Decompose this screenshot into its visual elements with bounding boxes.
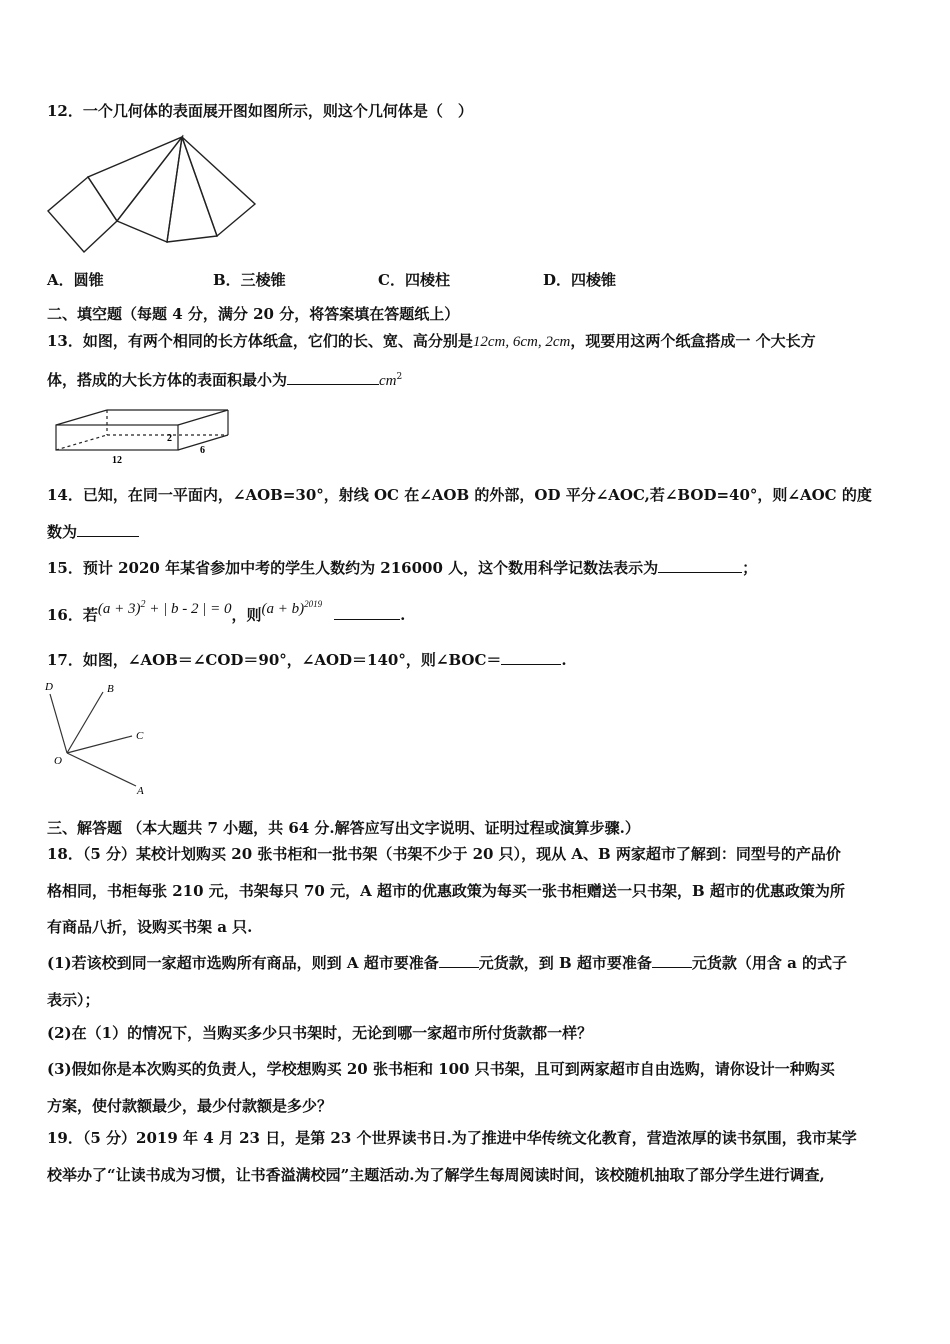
q15-line [47, 558, 757, 578]
q17-angle-figure [40, 678, 160, 796]
q18-p1-blank-b[interactable] [652, 953, 692, 968]
q13-label-length: 12 [112, 455, 122, 466]
q14-line2-text: 数为 [47, 523, 78, 541]
q18-part1 [47, 953, 847, 973]
q13-dims: 12cm, 6cm, 2cm [472, 334, 571, 350]
q12-stem: 12．一个几何体的表面展开图如图所示，则这个几何体是（ ） [47, 102, 473, 120]
q16-answer-blank[interactable] [334, 605, 400, 620]
q18-p1-c: 元货款（用含 a 的式子 [691, 954, 848, 972]
q14-line1: 14．已知，在同一平面内，∠AOB=30°，射线 OC 在∠AOB 的外部，OD 平分∠AOC,若∠BOD=40°，则∠AOC 的度 [47, 486, 872, 504]
q17-label-c: C [136, 730, 144, 742]
q16-expr2-base: (a + b) [261, 601, 305, 617]
q12-option-b: B．三棱锥 [213, 271, 286, 289]
q17-label-o: O [54, 755, 62, 767]
q18-part3-line1: (3)假如你是本次购买的负责人，学校想购买 20 张书柜和 100 只书架，且可到两家超市自由选购，请你设计一种购买 [47, 1060, 835, 1078]
q13-unit: cm [379, 373, 397, 389]
q16-expr1 [98, 601, 232, 617]
q13-answer-blank[interactable] [287, 370, 379, 385]
q16-prefix: 16．若 [47, 606, 98, 624]
q13-line1 [47, 331, 816, 352]
q18-line1: 18．（5 分）某校计划购买 20 张书柜和一批书架（书架不少于 20 只），现从 A、B 两家超市了解到：同型号的产品价 [47, 845, 841, 863]
q18-part3-line2: 方案，使付款额最少，最少付款额是多少？ [47, 1097, 333, 1115]
q13-line2-prefix: 体，搭成的大长方体的表面积最小为 [47, 371, 288, 389]
q13-box-figure [52, 408, 232, 468]
q17-answer-blank[interactable] [501, 650, 561, 665]
q15-answer-blank[interactable] [658, 558, 742, 573]
q19-line1: 19．（5 分）2019 年 4 月 23 日，是第 23 个世界读书日.为了推进中华传统文化教育，营造浓厚的读书氛围，我市某学 [47, 1129, 857, 1147]
q18-line3: 有商品八折，设购买书架 a 只. [47, 918, 253, 936]
q17-end: . [561, 651, 567, 669]
q12-option-c: C．四棱柱 [378, 271, 450, 289]
q16-end: . [400, 606, 406, 624]
q13-line1-prefix: 13．如图，有两个相同的长方体纸盒，它们的长、宽、高分别是 [47, 332, 473, 350]
section3-heading: 三、解答题 （本大题共 7 小题，共 64 分.解答应写出文字说明、证明过程或演算步骤.） [47, 819, 640, 837]
q17-line [47, 650, 567, 670]
q13-line2 [47, 367, 402, 391]
q14-line2 [47, 522, 139, 542]
q16-line [47, 601, 405, 626]
q18-p1-a: (1)若该校到同一家超市选购所有商品，则到 A 超市要准备 [47, 954, 439, 972]
q16-expr1-base: (a + 3) [97, 601, 141, 617]
q18-part1-line2: 表示）； [47, 991, 100, 1009]
q17-label-d: D [45, 681, 53, 693]
q18-p1-b: 元货款，到 B 超市要准备 [478, 954, 652, 972]
q17-label-b: B [107, 683, 114, 695]
q15-text: 15．预计 2020 年某省参加中考的学生人数约为 216000 人，这个数用科学记数法表示为 [47, 559, 659, 577]
q13-label-height: 2 [167, 433, 172, 444]
q16-exp2: 2019 [304, 599, 323, 609]
q19-line2: 校举办了“让读书成为习惯，让书香溢满校园”主题活动.为了解学生每周阅读时间，该校随机抽取了部分学生进行调查, [47, 1166, 825, 1184]
section2-heading: 二、填空题（每题 4 分，满分 20 分，将答案填在答题纸上） [47, 305, 460, 323]
q18-part2: (2)在（1）的情况下，当购买多少只书架时，无论到哪一家超市所付货款都一样？ [47, 1024, 593, 1042]
q12-option-d: D．四棱锥 [543, 271, 617, 289]
q17-label-a: A [137, 785, 144, 797]
q16-expr2 [262, 601, 323, 617]
q13-label-width: 6 [200, 445, 205, 456]
q14-answer-blank[interactable] [77, 522, 139, 537]
q12-net-figure [44, 137, 259, 255]
q16-expr1-rest: + | b - 2 | = 0 [145, 601, 232, 617]
q12-option-a: A．圆锥 [47, 271, 104, 289]
q16-exp1: 2 [140, 599, 146, 610]
q15-end: ； [742, 559, 758, 577]
q18-p1-blank-a[interactable] [439, 953, 479, 968]
q17-text: 17．如图，∠AOB＝∠COD＝90°，∠AOD＝140°，则∠BOC＝ [47, 651, 502, 669]
q16-mid: ，则 [231, 606, 262, 624]
q13-unit-exp: 2 [396, 372, 403, 382]
q18-line2: 格相同，书柜每张 210 元，书架每只 70 元，A 超市的优惠政策为每买一张书柜赠送一只书架，B 超市的优惠政策为所 [47, 882, 845, 900]
q13-line1-suffix: ，现要用这两个纸盒搭成一 个大长方 [570, 332, 816, 350]
